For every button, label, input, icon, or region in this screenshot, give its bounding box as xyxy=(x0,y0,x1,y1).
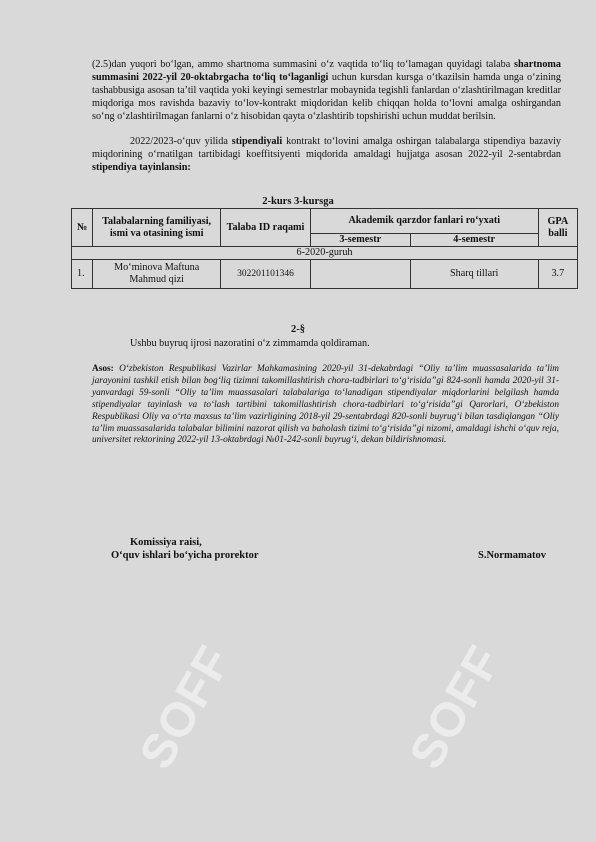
paragraph-1 xyxy=(92,58,561,123)
basis-paragraph xyxy=(92,364,559,447)
watermark-left: SOFF xyxy=(130,637,242,778)
cell-id: 302201101346 xyxy=(221,260,311,289)
signature-title-1: Komissiya raisi, xyxy=(130,537,202,548)
header-id: Talaba ID raqami xyxy=(221,209,311,247)
students-table xyxy=(71,208,578,289)
basis-label: Asos: xyxy=(92,364,114,374)
group-label: 6-2020-guruh xyxy=(72,247,578,260)
paragraph-2-bold-1: stipendiyali xyxy=(231,136,283,147)
cell-semester-3 xyxy=(310,260,410,289)
header-gpa: GPA balli xyxy=(538,209,577,247)
section-number: 2-§ xyxy=(291,324,305,335)
cell-name: Mo‘minova Maftuna Mahmud qizi xyxy=(93,260,221,289)
cell-gpa: 3.7 xyxy=(538,260,577,289)
basis-text: O‘zbekiston Respublikasi Vazirlar Mahkamasining 2020-yil 31-dekabrdagi “Oliy ta’lim muassasalarida ta’lim jarayonini tashkil etish bilan bog‘liq tizimni takomillashtirish chora-tadbirlari to‘g‘risida”gi 824-sonli hamda 2020-yil 31-yanvardagi 59-sonli “Oliy ta’lim muassasalari talabalariga to‘lanadigan stipendiyalar miqdorlarini belgilash hamda stipendiyalar tayinlash va to‘lash tartibini takomillashtirish chora-tadbirlari to‘g‘risida”gi Qarorlari, O‘zbekiston Respublikasi Oliy va o‘rta maxsus ta’lim vazirligining 2018-yil 29-sentabrdagi 820-sonli buyrug‘i bilan tasdiqlangan “Oliy ta’lim muassasalarida talabalar bilimini nazorat qilish va baholash tizimi to‘g‘risida”gi nizomi, amaldagi ishchi o‘quv reja, universitet rektorining 2022-yil 13-oktabrdagi №01-242-sonli buyrug‘i, dekan bildirishnomasi. xyxy=(92,364,559,446)
header-debt: Akademik qarzdor fanlari ro‘yxati xyxy=(310,209,538,234)
paragraph-2 xyxy=(92,135,561,174)
cell-number: 1. xyxy=(72,260,93,289)
header-name: Talabalarning familiyasi, ismi va otasining ismi xyxy=(93,209,221,247)
paragraph-1-text-a: (2.5)dan yuqori bo‘lgan, ammo shartnoma summasini o‘z vaqtida to‘liq to‘lamagan quyidagi talaba xyxy=(92,59,515,70)
paragraph-2-text-c: kontrakt to‘lovini amalga oshirgan talabalarga stipendiya bazaviy miqdorining o‘rnatilgan tartibidagi koeffitsiyenti miqdorida amaldagi hujjatga asosan 2022-yil 2-sentabrdan xyxy=(92,136,561,161)
paragraph-1-text-c: uchun kursdan kursga o‘tkazilsin hamda unga o‘zining tashabbusiga asosan ta’til vaqtida yoki keyingi semestrlar mobaynida tegishli fanlardan o‘zlashtirilmagan kreditlar miqdoriga mos ravishda bazaviy to‘lov-kontrakt miqdoridan kelib chiqqan holda to‘lovni amalga oshirgandan so‘ng o‘zlashtirilmagan fanlarni o‘z hisobidan qayta o‘zlashtirib topshirishi uchun muddat berilsin. xyxy=(92,72,561,123)
header-number: № xyxy=(72,209,93,247)
table-row xyxy=(72,260,578,289)
paragraph-2-text-a: 2022/2023-o‘quv yilida xyxy=(130,136,232,147)
table-title: 2-kurs 3-kursga xyxy=(262,196,334,207)
paragraph-1-bold: shartnoma summasini 2022-yil 20-oktabrgacha to‘liq to‘laganligi xyxy=(92,59,561,84)
header-semester-4: 4-semestr xyxy=(410,234,538,247)
header-semester-3: 3-semestr xyxy=(310,234,410,247)
cell-semester-4: Sharq tillari xyxy=(410,260,538,289)
signature-name: S.Normamatov xyxy=(478,550,546,561)
watermark-right: SOFF xyxy=(400,637,512,778)
paragraph-2-bold-2: stipendiya tayinlansin: xyxy=(92,162,191,174)
signature-title-2: O‘quv ishlari bo‘yicha prorektor xyxy=(111,550,259,561)
section-text: Ushbu buyruq ijrosi nazoratini o‘z zimmamda qoldiraman. xyxy=(130,338,370,349)
